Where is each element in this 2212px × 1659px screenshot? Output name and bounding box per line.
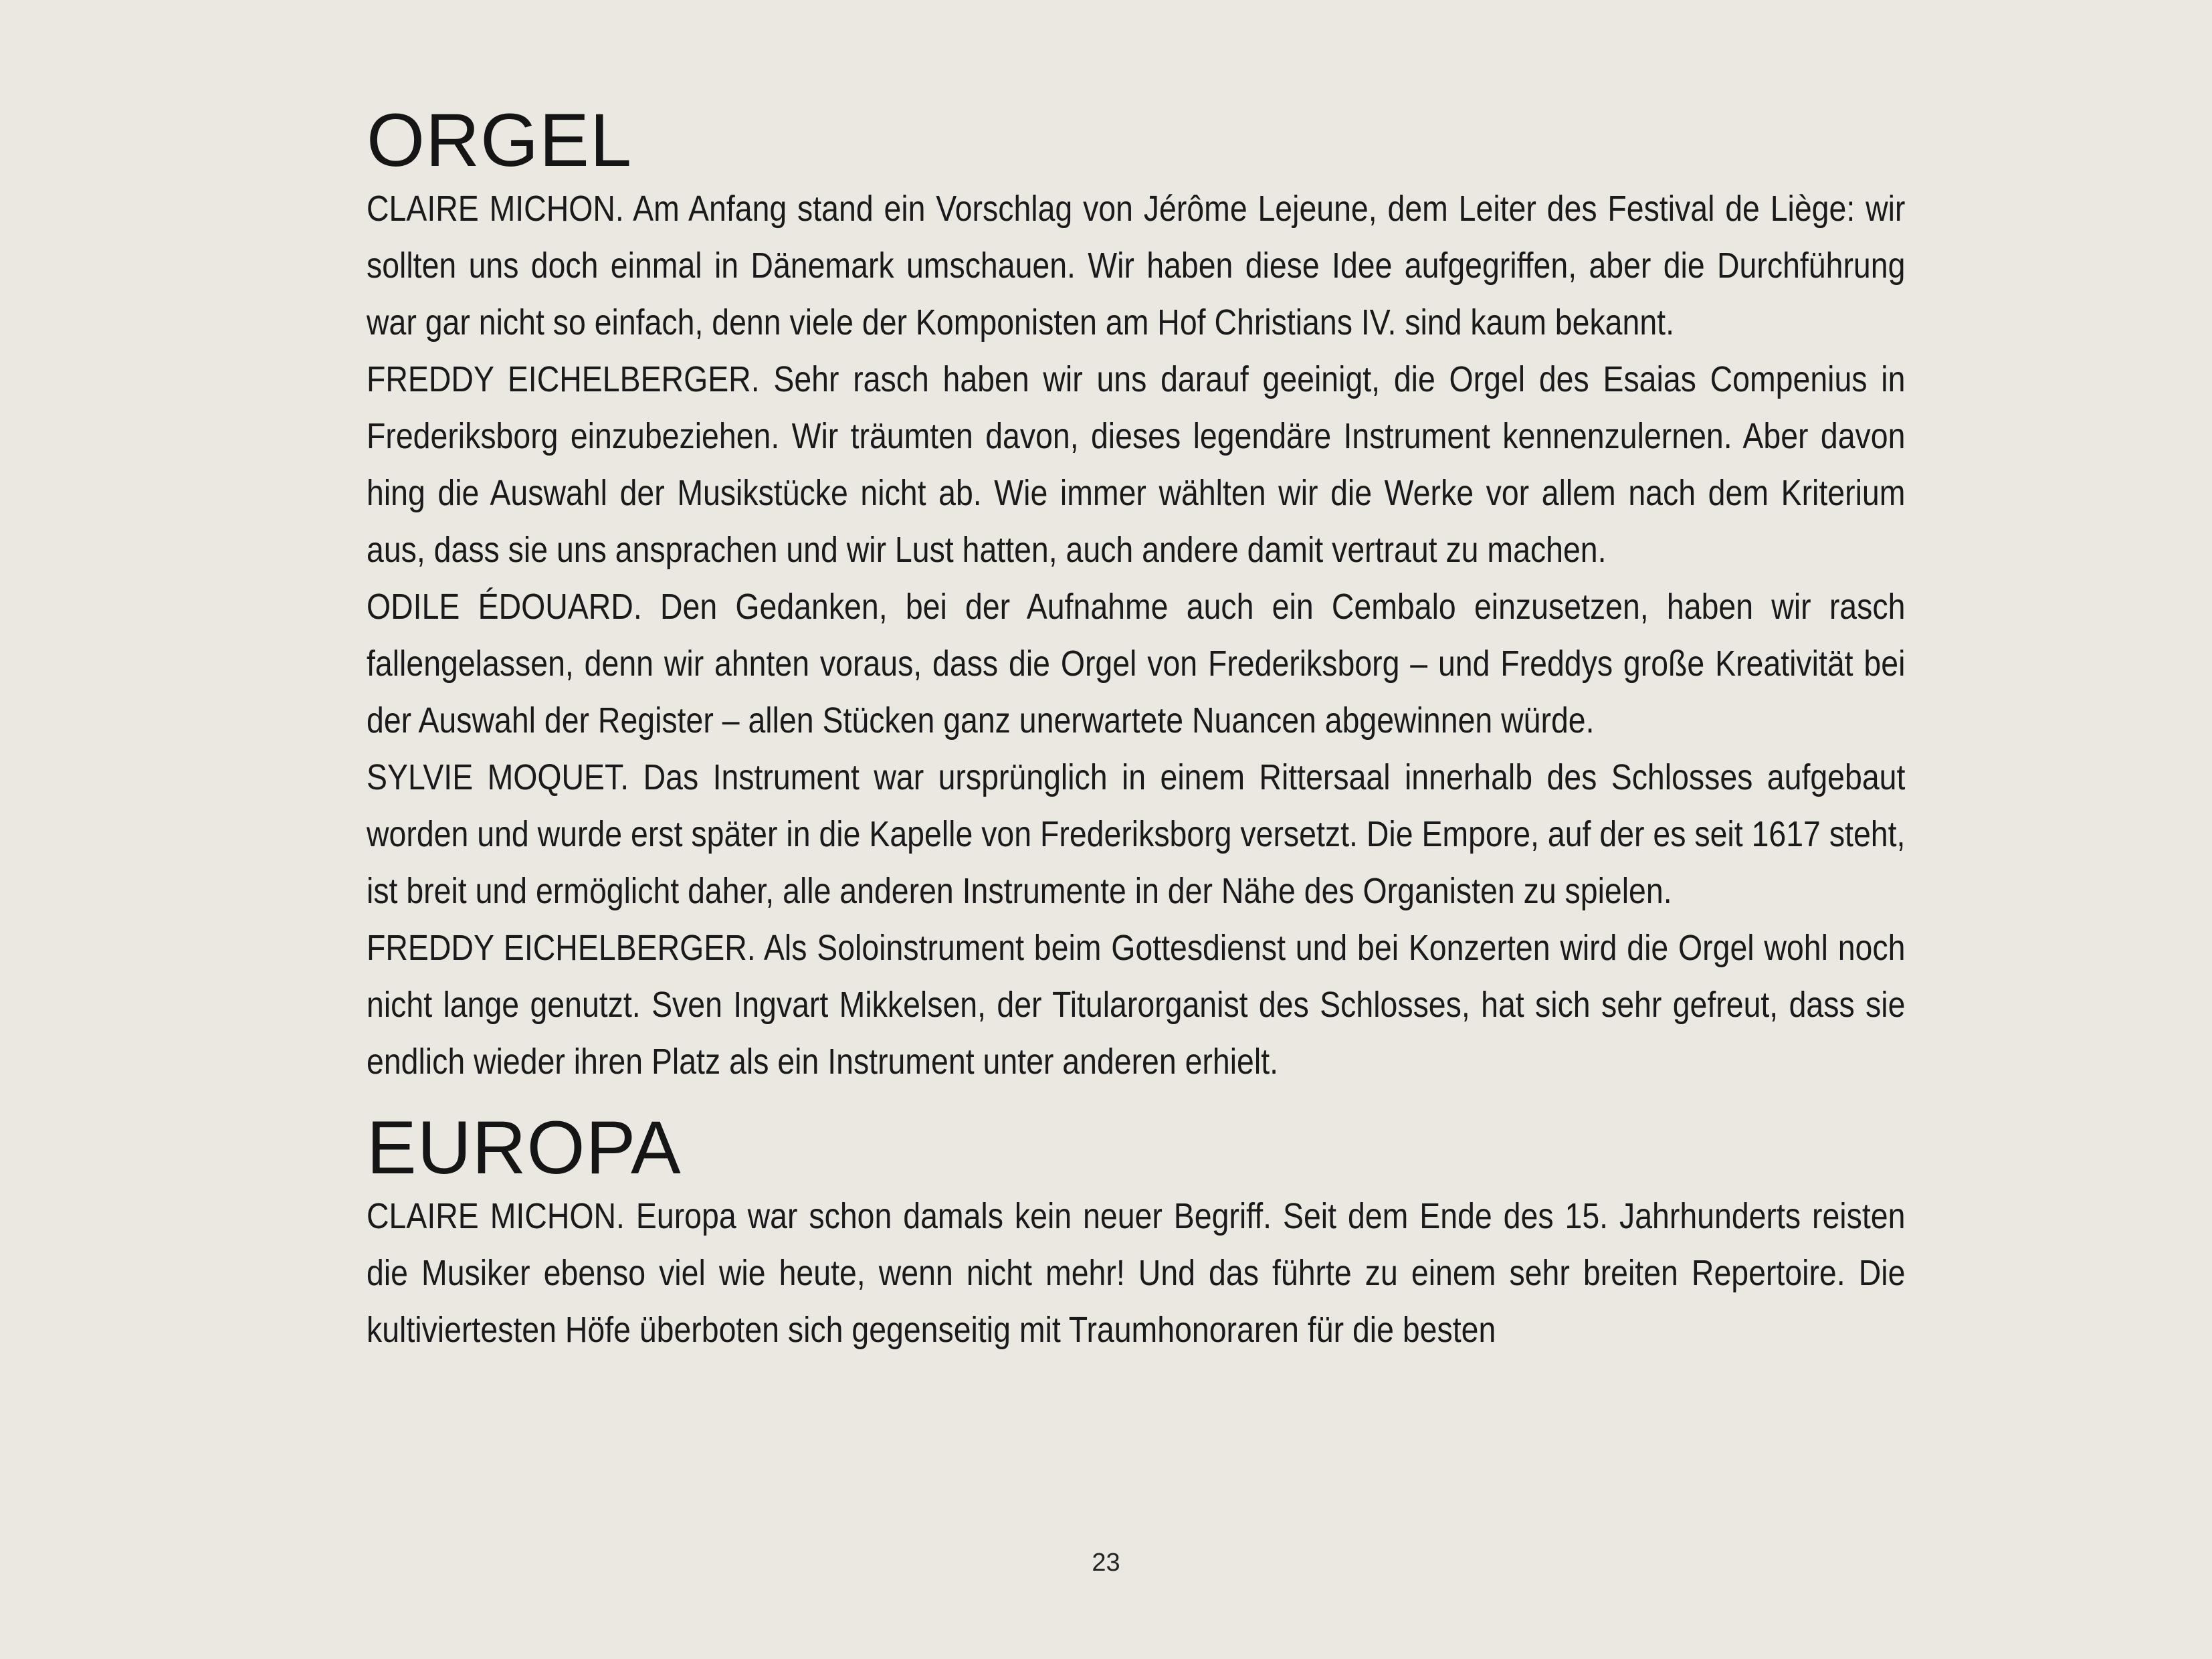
speaker-name: ODILE ÉDOUARD.	[367, 587, 642, 627]
paragraph	[367, 1188, 1905, 1359]
paragraph-text: Am Anfang stand ein Vorschlag von Jérôme Lejeune, dem Leiter des Festival de Liège: wir sollten uns doch einmal in Dänemark umschauen. Wir haben diese Idee aufgegriffen, aber die Durchführung war gar nicht so einfach, denn viele der Komponisten am Hof Christians IV. sind kaum bekannt.	[367, 189, 1906, 343]
section-title-europa: EUROPA	[367, 1106, 682, 1189]
text-column	[367, 100, 1905, 1359]
paragraph-text: Sehr rasch haben wir uns darauf geeinigt, die Orgel des Esaias Compenius in Frederiksborg einzubeziehen. Wir träumten davon, dieses legendäre Instrument kennenzulernen. Aber davon hing die Auswahl der Musikstücke nicht ab. Wie immer wählten wir die Werke vor allem nach dem Kriterium aus, dass sie uns ansprachen und wir Lust hatten, auch andere damit vertraut zu machen.	[367, 359, 1906, 570]
paragraph-text: Das Instrument war ursprünglich in einem Rittersaal innerhalb des Schlosses aufgebaut worden und wurde erst später in die Kapelle von Frederiksborg versetzt. Die Empore, auf der es seit 1617 steht, ist breit und ermöglicht daher, alle anderen Instrumente in der Nähe des Organisten zu spielen.	[367, 757, 1906, 911]
page-number: 23	[1092, 1549, 1120, 1577]
speaker-name: FREDDY EICHELBERGER.	[367, 359, 760, 399]
paragraph	[367, 181, 1905, 351]
paragraph	[367, 920, 1905, 1090]
section-europa	[367, 1108, 1905, 1359]
paragraph-text: Als Soloinstrument beim Gottesdienst und bei Konzerten wird die Orgel wohl noch nicht lange genutzt. Sven Ingvart Mikkelsen, der Titularorganist des Schlosses, hat sich sehr gefreut, dass sie endlich wieder ihren Platz als ein Instrument unter anderen erhielt.	[367, 928, 1906, 1082]
section-orgel	[367, 100, 1905, 1090]
section-title-orgel: ORGEL	[367, 98, 633, 182]
speaker-name: CLAIRE MICHON.	[367, 1196, 625, 1236]
speaker-name: SYLVIE MOQUET.	[367, 757, 629, 797]
paragraph	[367, 351, 1905, 579]
paragraph	[367, 579, 1905, 749]
paragraph-text: Den Gedanken, bei der Aufnahme auch ein Cembalo einzusetzen, haben wir rasch fallengelassen, denn wir ahnten voraus, dass die Orgel von Frederiksborg – und Freddys große Kreativität bei der Auswahl der Register – allen Stücken ganz unerwartete Nuancen abgewinnen würde.	[367, 587, 1906, 741]
speaker-name: FREDDY EICHELBERGER.	[367, 928, 756, 968]
paragraph-text: Europa war schon damals kein neuer Begriff. Seit dem Ende des 15. Jahrhunderts reisten die Musiker ebenso viel wie heute, wenn nicht mehr! Und das führte zu einem sehr breiten Repertoire. Die kultiviertesten Höfe überboten sich gegenseitig mit Traumhonoraren für die besten	[367, 1196, 1906, 1350]
speaker-name: CLAIRE MICHON.	[367, 189, 624, 229]
paragraph	[367, 749, 1905, 920]
